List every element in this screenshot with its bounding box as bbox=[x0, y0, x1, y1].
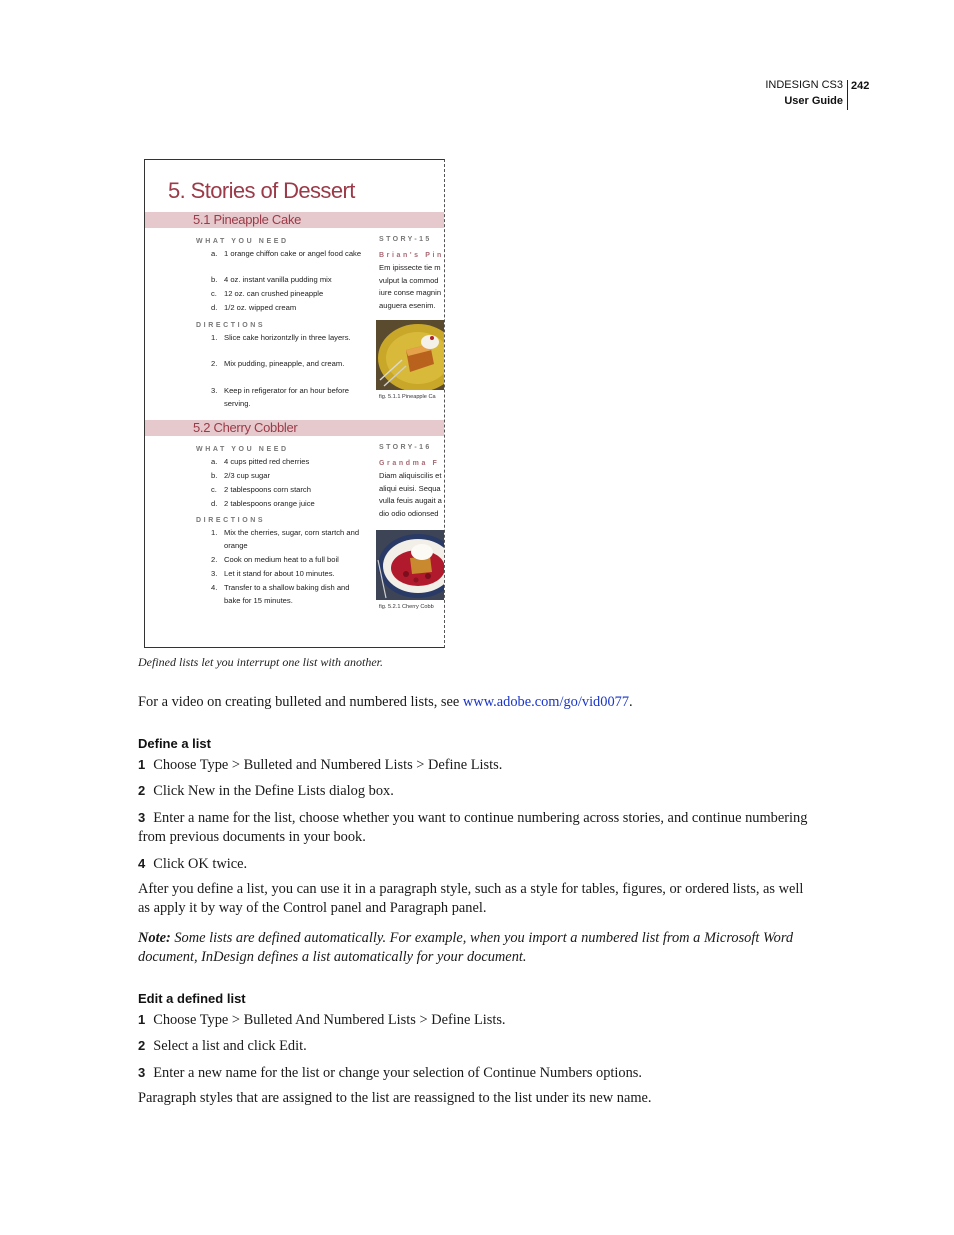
note-text: Some lists are defined automatically. For example, when you import a numbered list from a Microsoft Word document, InDesign defines a list automatically for your document. bbox=[138, 930, 794, 966]
list-text: Transfer to a shallow baking dish and bake for 15 minutes. bbox=[224, 583, 350, 605]
video-suffix: . bbox=[629, 694, 633, 710]
header-product: INDESIGN CS3 bbox=[765, 79, 843, 91]
list-text: 1 orange chiffon cake or angel food cake bbox=[224, 249, 362, 258]
step-number: 4 bbox=[138, 856, 146, 871]
story-label: STORY-15 bbox=[379, 236, 432, 243]
list-marker: b. bbox=[211, 275, 218, 284]
list-item bbox=[211, 456, 371, 469]
header-guide-title: User Guide bbox=[784, 95, 843, 107]
list-marker: c. bbox=[211, 485, 217, 494]
list-item bbox=[211, 527, 371, 553]
list-marker: a. bbox=[211, 249, 218, 258]
pineapple-cake-photo bbox=[376, 320, 445, 390]
list-marker: 2. bbox=[211, 359, 218, 368]
story-line: iure conse magnin bbox=[379, 288, 442, 297]
step-number: 2 bbox=[138, 1038, 146, 1053]
list-text: 4 oz. instant vanilla pudding mix bbox=[224, 275, 332, 284]
what-you-need-heading: WHAT YOU NEED bbox=[196, 446, 289, 453]
story-line: vulla feuis augait a bbox=[379, 496, 442, 505]
page-number: 242 bbox=[851, 80, 870, 92]
list-item bbox=[211, 498, 371, 511]
list-item bbox=[211, 554, 371, 567]
directions-heading: DIRECTIONS bbox=[196, 322, 266, 329]
photo-caption: fig. 5.1.1 Pineapple Ca bbox=[379, 394, 436, 400]
story-byline: Brian's Pin bbox=[379, 252, 444, 259]
list-text: 2/3 cup sugar bbox=[224, 471, 271, 480]
list-text: 2 tablespoons corn starch bbox=[224, 485, 311, 494]
list-text: 12 oz. can crushed pineapple bbox=[224, 289, 324, 298]
list-item bbox=[211, 274, 371, 287]
step-text: Enter a new name for the list or change your selection of Continue Numbers options. bbox=[153, 1065, 642, 1081]
header-divider bbox=[847, 80, 848, 110]
list-marker: 4. bbox=[211, 583, 218, 592]
list-marker: c. bbox=[211, 289, 217, 298]
list-text: 2 tablespoons orange juice bbox=[224, 499, 315, 508]
list-marker: 3. bbox=[211, 569, 218, 578]
story-line: vulput la commod bbox=[379, 276, 439, 285]
step-text: Select a list and click Edit. bbox=[153, 1038, 307, 1054]
list-item bbox=[211, 582, 371, 608]
step-number: 3 bbox=[138, 1065, 146, 1080]
step-number: 3 bbox=[138, 810, 146, 825]
cherry-cobbler-photo bbox=[376, 530, 445, 600]
list-text: Mix the cherries, sugar, corn startch and orange bbox=[224, 528, 360, 550]
edit-list-heading: Edit a defined list bbox=[138, 991, 246, 1006]
note-paragraph bbox=[138, 929, 818, 968]
photo-caption: fig. 5.2.1 Cherry Cobb bbox=[379, 604, 434, 610]
list-item bbox=[211, 484, 371, 497]
list-text: Mix pudding, pineapple, and cream. bbox=[224, 359, 345, 368]
directions-heading: DIRECTIONS bbox=[196, 517, 266, 524]
list-marker: d. bbox=[211, 499, 218, 508]
note-label: Note: bbox=[138, 930, 171, 946]
what-you-need-heading: WHAT YOU NEED bbox=[196, 238, 289, 245]
list-item bbox=[211, 288, 371, 301]
list-marker: a. bbox=[211, 457, 218, 466]
step-number: 1 bbox=[138, 757, 146, 772]
story-label: STORY-16 bbox=[379, 444, 432, 451]
video-paragraph bbox=[138, 693, 818, 712]
story-line: aliqui euisi. Sequa bbox=[379, 484, 441, 493]
step bbox=[138, 808, 818, 848]
list-text: 4 cups pitted red cherries bbox=[224, 457, 310, 466]
step-text: Click New in the Define Lists dialog box. bbox=[153, 783, 394, 799]
step-text: Choose Type > Bulleted And Numbered Lists > Define Lists. bbox=[153, 1012, 506, 1028]
list-marker: 2. bbox=[211, 555, 218, 564]
edit-after-paragraph: Paragraph styles that are assigned to the list are reassigned to the list under its new name. bbox=[138, 1090, 652, 1106]
figure-caption: Defined lists let you interrupt one list with another. bbox=[138, 655, 383, 669]
step bbox=[138, 755, 818, 775]
step-text: Enter a name for the list, choose whether you want to continue numbering across stories, and continue numbering from previous documents in your book. bbox=[138, 810, 808, 846]
list-item bbox=[211, 470, 371, 483]
list-marker: d. bbox=[211, 303, 218, 312]
list-item bbox=[211, 568, 371, 581]
step bbox=[138, 1036, 818, 1056]
sample-page-figure bbox=[144, 159, 445, 648]
story-line: Diam aliquiscilis et bbox=[379, 471, 442, 480]
list-text: Let it stand for about 10 minutes. bbox=[224, 569, 335, 578]
list-item bbox=[211, 332, 371, 345]
story-line: dio odio odionsed bbox=[379, 509, 439, 518]
list-item bbox=[211, 248, 371, 261]
video-prefix: For a video on creating bulleted and numbered lists, see bbox=[138, 694, 463, 710]
list-text: Cook on medium heat to a full boil bbox=[224, 555, 339, 564]
step bbox=[138, 781, 818, 801]
list-text: Keep in refigerator for an hour before serving. bbox=[224, 386, 349, 408]
video-link[interactable]: www.adobe.com/go/vid0077 bbox=[462, 694, 630, 710]
define-list-heading: Define a list bbox=[138, 736, 211, 751]
list-marker: b. bbox=[211, 471, 218, 480]
story-byline: Grandma F bbox=[379, 460, 440, 467]
step bbox=[138, 1063, 818, 1083]
story-line: auguera esenim. bbox=[379, 301, 436, 310]
step bbox=[138, 854, 818, 874]
list-marker: 1. bbox=[211, 528, 218, 537]
list-item bbox=[211, 302, 371, 315]
define-after-paragraph: After you define a list, you can use it in a paragraph style, such as a style for tables, figures, or ordered lists, as well as apply it by way of the Control panel and Paragraph panel. bbox=[138, 881, 804, 917]
story-line: Em ipissecte tie m bbox=[379, 263, 441, 272]
list-marker: 1. bbox=[211, 333, 218, 342]
step-number: 2 bbox=[138, 783, 146, 798]
list-text: Slice cake horizontzlly in three layers. bbox=[224, 333, 351, 342]
section-title: 5.1 Pineapple Cake bbox=[193, 212, 302, 227]
step-number: 1 bbox=[138, 1012, 146, 1027]
list-item bbox=[211, 358, 371, 371]
step-text: Click OK twice. bbox=[153, 856, 248, 872]
step bbox=[138, 1010, 818, 1030]
list-text: 1/2 oz. wipped cream bbox=[224, 303, 297, 312]
section-title: 5.2 Cherry Cobbler bbox=[193, 420, 298, 435]
chapter-title: 5. Stories of Dessert bbox=[168, 178, 355, 203]
step-text: Choose Type > Bulleted and Numbered Lists > Define Lists. bbox=[153, 757, 503, 773]
list-marker: 3. bbox=[211, 386, 218, 395]
list-item bbox=[211, 385, 371, 411]
